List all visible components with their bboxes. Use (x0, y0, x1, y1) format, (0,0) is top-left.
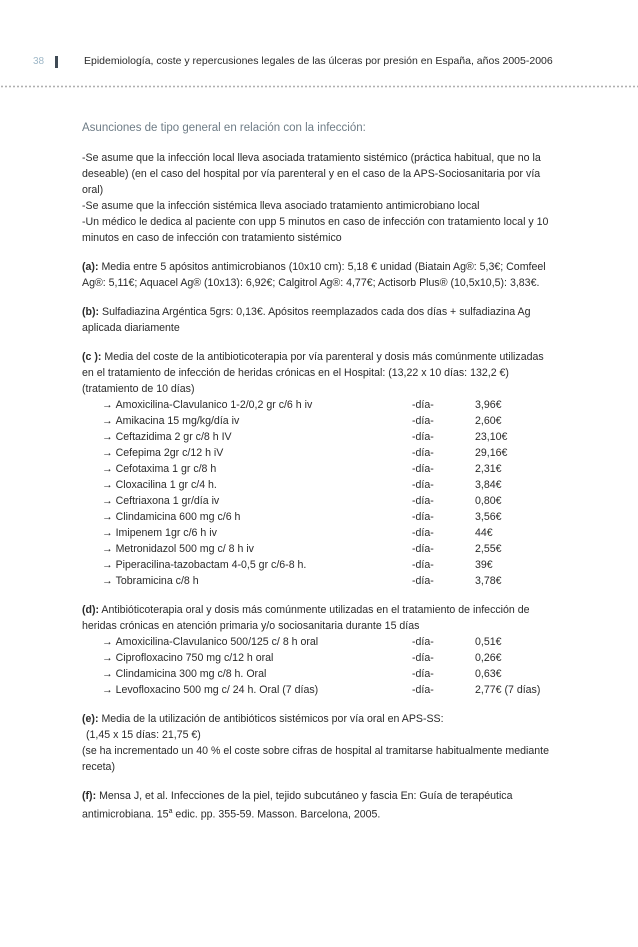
drug-row (82, 477, 552, 493)
drug-dose-unit: -día- (412, 399, 434, 411)
drug-price: 0,51€ (475, 636, 502, 648)
note-text: Antibióticoterapia oral y dosis más comúnmente utilizadas en el tratamiento de infección de heridas crónicas en atención primaria y/o sociosanitaria durante 15 días (82, 604, 530, 632)
drug-name: Levofloxacino 500 mg c/ 24 h. Oral (7 días) (115, 684, 319, 696)
drug-dose-unit: -día- (412, 415, 434, 427)
drug-row (82, 541, 552, 557)
drug-dose-unit: -día- (412, 431, 434, 443)
arrow-right-icon: → (102, 668, 113, 680)
drug-name: Cefepima 2gr c/12 h iV (115, 447, 224, 459)
drug-row (82, 682, 552, 698)
drug-row (82, 397, 552, 413)
intro-line: -Se asume que la infección local lleva asociada tratamiento sistémico (práctica habitual, que no la deseable) (en el caso del hospital por vía parenteral y en el caso de la APS-Sociosanitaria por vía oral) (82, 152, 541, 196)
note-label: (a): (82, 261, 99, 273)
arrow-right-icon: → (102, 559, 113, 571)
note-label: (d): (82, 604, 100, 616)
arrow-right-icon: → (102, 636, 113, 648)
note-label: (c ): (82, 351, 102, 363)
drug-price: 3,78€ (475, 575, 502, 587)
drug-price: 3,96€ (475, 399, 502, 411)
drug-row (82, 525, 552, 541)
drug-dose-unit: -día- (412, 543, 434, 555)
drug-row (82, 429, 552, 445)
drug-name: Metronidazol 500 mg c/ 8 h iv (115, 543, 254, 555)
drug-name: Cefotaxima 1 gr c/8 h (115, 463, 217, 475)
reference-text: Mensa J, et al. Infecciones de la piel, tejido subcutáneo y fascia En: Guía de terapéutica antimicrobiana. 15 (82, 790, 513, 821)
drug-dose-unit: -día- (412, 652, 434, 664)
drug-row (82, 509, 552, 525)
note-text: Media del coste de la antibioticoterapia por vía parenteral y dosis más comúnmente utilizadas en el tratamiento de infección de heridas crónicas en el Hospital: (13,22 x 10 días: 132,2 €) (tratamiento de 10 días) (82, 351, 544, 395)
note-label: (f): (82, 790, 97, 802)
drug-row (82, 461, 552, 477)
page-header (0, 56, 638, 76)
reference-text-end: edic. pp. 355-59. Masson. Barcelona, 2005. (172, 808, 381, 821)
intro-line: -Se asume que la infección sistémica lleva asociado tratamiento antimicrobiano local (82, 200, 480, 212)
arrow-right-icon: → (102, 463, 113, 475)
arrow-right-icon: → (102, 511, 113, 523)
drug-name: Amikacina 15 mg/kg/día iv (115, 415, 240, 427)
drug-name: Clindamicina 600 mg c/6 h (115, 511, 241, 523)
drug-dose-unit: -día- (412, 684, 434, 696)
note-e-remark: (se ha incrementado un 40 % el coste sobre cifras de hospital al tramitarse habitualmente mediante receta) (82, 745, 549, 773)
note-c (82, 349, 552, 589)
drug-price: 44€ (475, 527, 493, 539)
drug-price: 2,60€ (475, 415, 502, 427)
note-f (82, 788, 552, 823)
arrow-right-icon: → (102, 447, 113, 459)
arrow-right-icon: → (102, 527, 113, 539)
arrow-right-icon: → (102, 495, 113, 507)
note-text: Sulfadiazina Argéntica 5grs: 0,13€. Apósitos reemplazados cada dos días + sulfadiazina Ag aplicada diariamente (82, 306, 531, 334)
drug-dose-unit: -día- (412, 479, 434, 491)
arrow-right-icon: → (102, 415, 113, 427)
parenteral-drug-list (82, 397, 552, 589)
drug-dose-unit: -día- (412, 495, 434, 507)
section-title: Asunciones de tipo general en relación con la infección: (82, 122, 366, 134)
drug-name: Ceftriaxona 1 gr/día iv (115, 495, 220, 507)
drug-price: 2,77€ (7 días) (475, 684, 541, 696)
drug-price: 3,56€ (475, 511, 502, 523)
drug-price: 0,63€ (475, 668, 502, 680)
note-d (82, 602, 552, 698)
dotted-separator (0, 85, 638, 88)
note-e-cost: (1,45 x 15 días: 21,75 €) (86, 729, 201, 741)
drug-price: 29,16€ (475, 447, 508, 459)
drug-row (82, 445, 552, 461)
header-divider-bar (55, 56, 58, 68)
drug-name: Amoxicilina-Clavulanico 500/125 c/ 8 h oral (115, 636, 319, 648)
drug-dose-unit: -día- (412, 511, 434, 523)
note-label: (b): (82, 306, 100, 318)
drug-row (82, 650, 552, 666)
drug-name: Clindamicina 300 mg c/8 h. Oral (115, 668, 267, 680)
note-label: (e): (82, 713, 99, 725)
drug-row (82, 557, 552, 573)
drug-price: 0,80€ (475, 495, 502, 507)
note-text: Media de la utilización de antibióticos sistémicos por vía oral en APS-SS: (101, 713, 444, 725)
drug-row (82, 493, 552, 509)
drug-name: Ciprofloxacino 750 mg c/12 h oral (115, 652, 274, 664)
drug-price: 2,55€ (475, 543, 502, 555)
note-e (82, 711, 552, 775)
note-b (82, 304, 552, 336)
drug-name: Imipenem 1gr c/6 h iv (115, 527, 217, 539)
note-text: Media entre 5 apósitos antimicrobianos (10x10 cm): 5,18 € unidad (Biatain Ag®: 5,3€; Comfeel Ag®: 5,11€; Aquacel Ag® (10x13): 6,92€; Calgitrol Ag®: 4,77€; Actisorb Plus® (10,5x10,5): 3,83€. (82, 261, 546, 289)
arrow-right-icon: → (102, 479, 113, 491)
drug-row (82, 573, 552, 589)
drug-dose-unit: -día- (412, 559, 434, 571)
drug-price: 0,26€ (475, 652, 502, 664)
arrow-right-icon: → (102, 431, 113, 443)
drug-dose-unit: -día- (412, 527, 434, 539)
drug-dose-unit: -día- (412, 447, 434, 459)
arrow-right-icon: → (102, 652, 113, 664)
drug-name: Amoxicilina-Clavulanico 1-2/0,2 gr c/6 h iv (115, 399, 313, 411)
drug-price: 23,10€ (475, 431, 508, 443)
drug-row (82, 666, 552, 682)
intro-line: -Un médico le dedica al paciente con upp 5 minutos en caso de infección con tratamiento local y 10 minutos en caso de infección con tratamiento sistémico (82, 216, 549, 244)
drug-name: Piperacilina-tazobactam 4-0,5 gr c/6-8 h. (115, 559, 307, 571)
drug-row (82, 634, 552, 650)
drug-price: 2,31€ (475, 463, 502, 475)
note-a (82, 259, 552, 291)
intro-block (82, 150, 552, 246)
drug-dose-unit: -día- (412, 575, 434, 587)
arrow-right-icon: → (102, 399, 113, 411)
drug-name: Ceftazidima 2 gr c/8 h IV (115, 431, 232, 443)
drug-price: 3,84€ (475, 479, 502, 491)
drug-row (82, 413, 552, 429)
drug-name: Tobramicina c/8 h (115, 575, 199, 587)
drug-dose-unit: -día- (412, 668, 434, 680)
page-number: 38 (33, 56, 45, 67)
edition-superscript: a (168, 808, 173, 815)
page-body (82, 120, 552, 836)
arrow-right-icon: → (102, 575, 113, 587)
drug-dose-unit: -día- (412, 463, 434, 475)
drug-dose-unit: -día- (412, 636, 434, 648)
arrow-right-icon: → (102, 543, 113, 555)
arrow-right-icon: → (102, 684, 113, 696)
drug-price: 39€ (475, 559, 493, 571)
drug-name: Cloxacilina 1 gr c/4 h. (115, 479, 217, 491)
running-title: Epidemiología, coste y repercusiones legales de las úlceras por presión en España, años 2005-2006 (84, 55, 553, 67)
oral-drug-list (82, 634, 552, 698)
